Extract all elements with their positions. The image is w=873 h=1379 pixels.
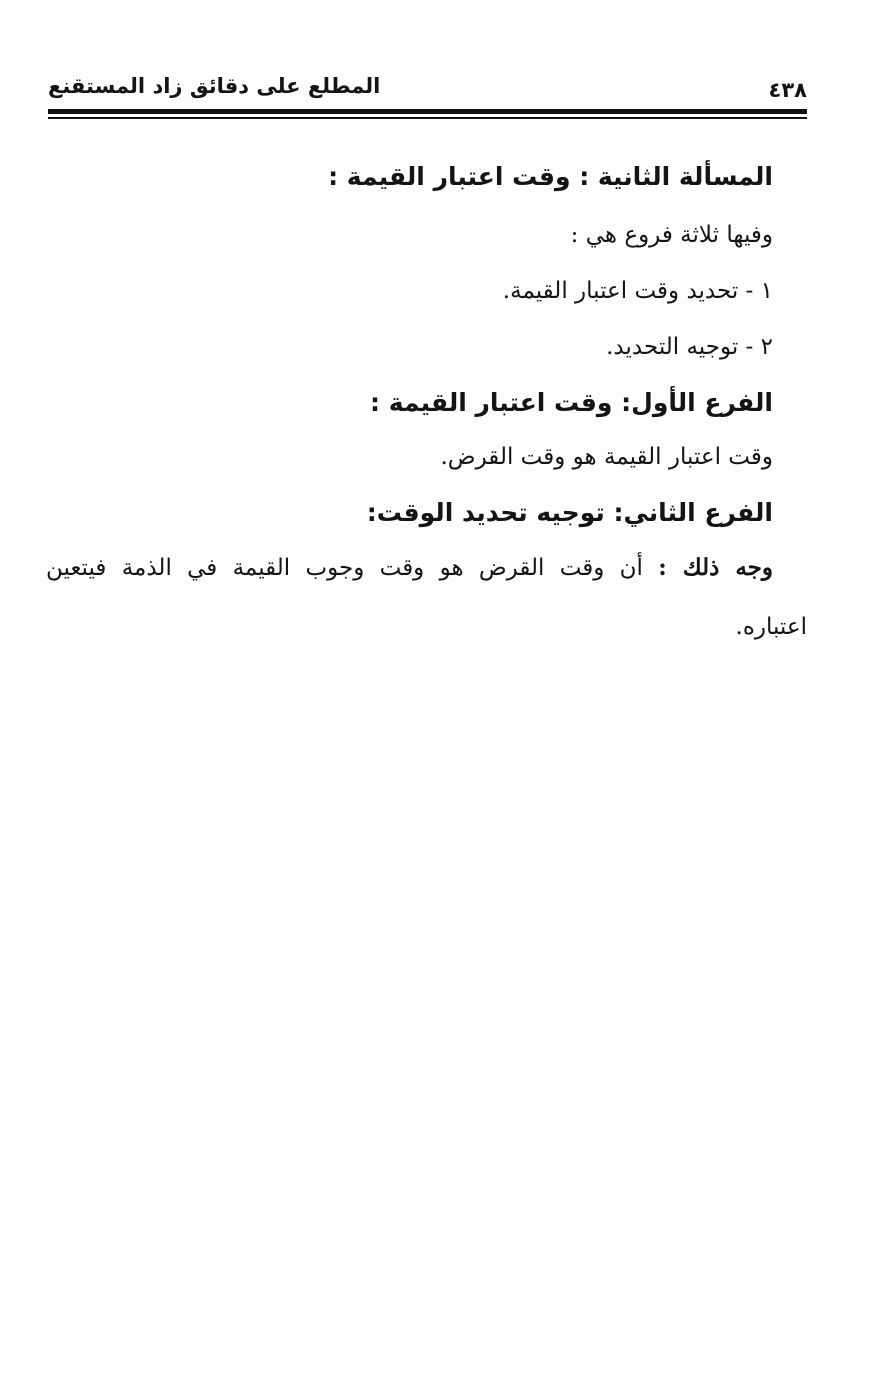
reason-lead: وجه ذلك : xyxy=(658,554,773,581)
heading-issue: المسألة الثانية : وقت اعتبار القيمة : xyxy=(328,162,773,191)
list-item-2: ٢ - توجيه التحديد. xyxy=(606,334,773,360)
header-rule-thin xyxy=(48,117,807,119)
intro-line: وفيها ثلاثة فروع هي : xyxy=(570,222,773,248)
reason-text: أن وقت القرض هو وقت وجوب القيمة في الذمة فيتعين xyxy=(46,555,643,581)
reason-line xyxy=(46,554,773,581)
list-item-1: ١ - تحديد وقت اعتبار القيمة. xyxy=(502,278,773,304)
branch-1-text: وقت اعتبار القيمة هو وقت القرض. xyxy=(440,444,773,470)
book-title: المطلع على دقائق زاد المستقنع xyxy=(48,74,381,98)
header-rule-thick xyxy=(48,109,807,114)
heading-branch-1: الفرع الأول: وقت اعتبار القيمة : xyxy=(370,388,773,417)
reason-continuation: اعتباره. xyxy=(735,614,807,640)
heading-branch-2: الفرع الثاني: توجيه تحديد الوقت: xyxy=(366,498,773,527)
running-header xyxy=(48,72,807,106)
page-number: ٤٣٨ xyxy=(768,78,807,102)
